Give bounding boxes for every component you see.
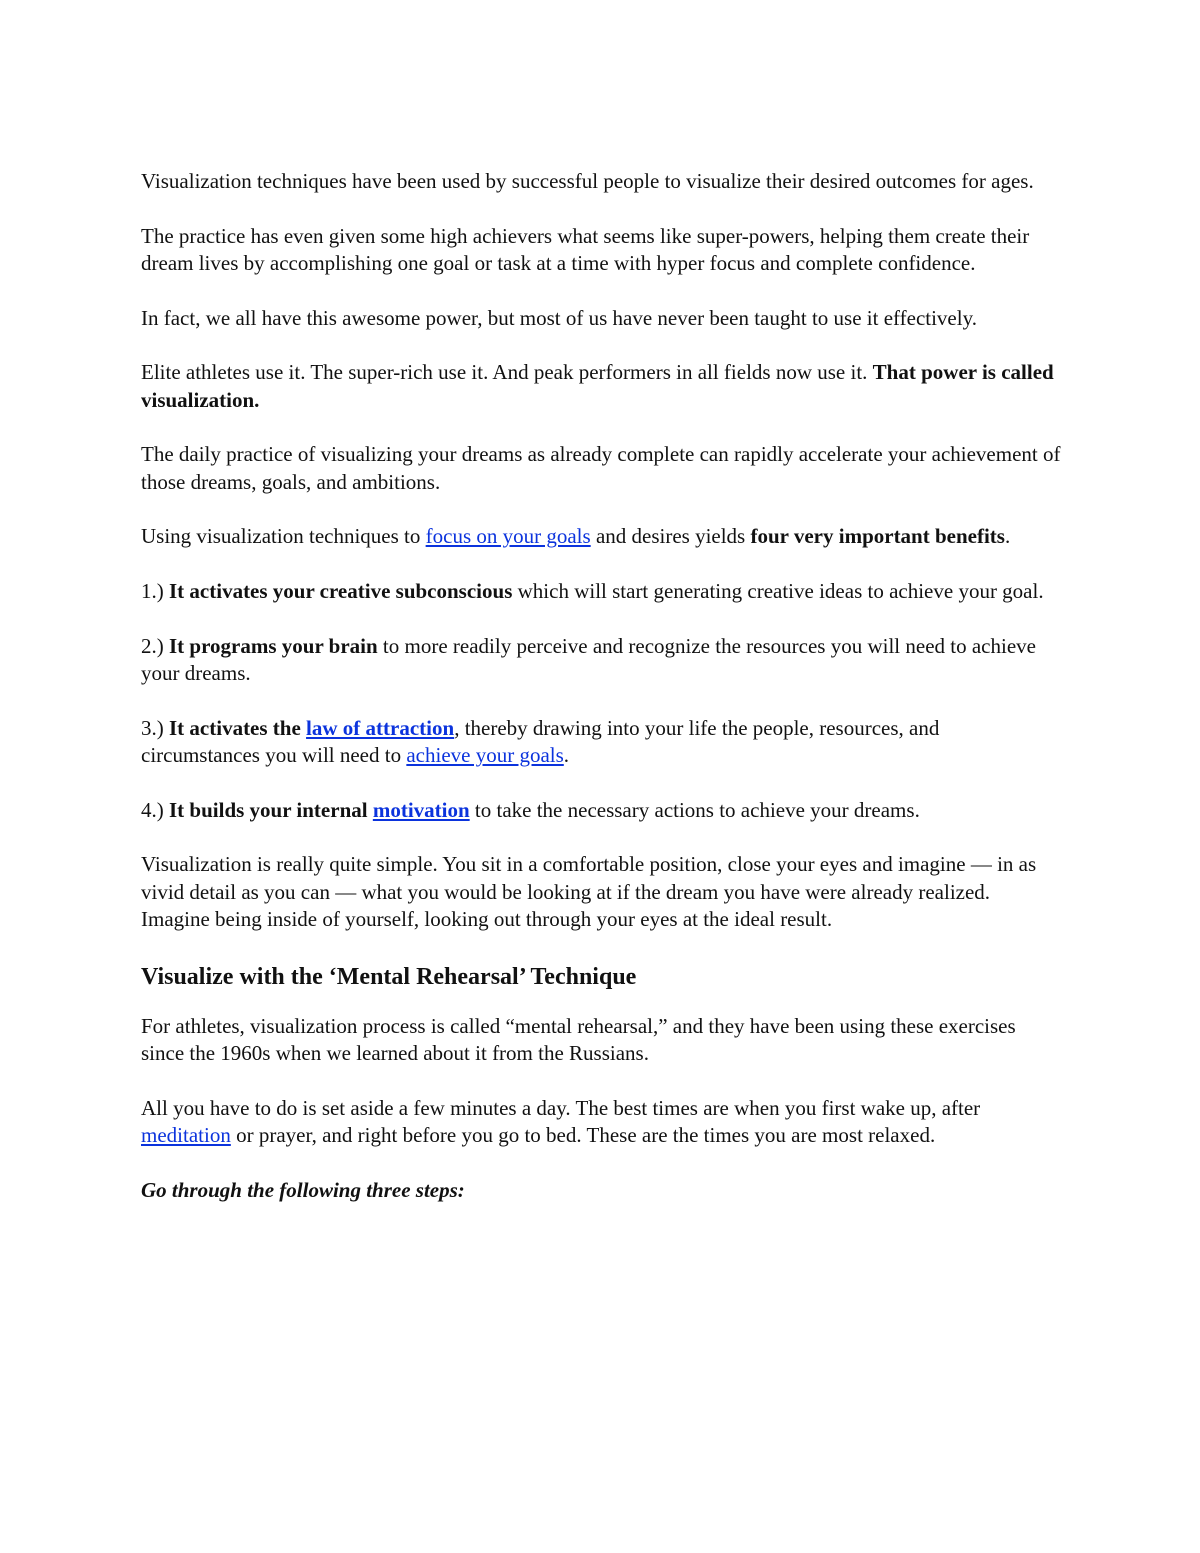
intro-paragraph: Visualization techniques have been used by successful people to visualize their desired outcomes for ages. — [141, 169, 1034, 193]
benefit-number: 1.) — [141, 579, 169, 604]
elite-athletes-text: Elite athletes use it. The super-rich use it. And peak performers in all fields now use it. — [141, 360, 873, 385]
benefit-text: to take the necessary actions to achieve your dreams. — [469, 797, 920, 822]
law-of-attraction-link[interactable]: law of attraction — [306, 715, 455, 740]
set-aside-end: or prayer, and right before you go to bed. These are the times you are most relaxed. — [230, 1122, 936, 1147]
visualization-definition: That power is called visualization. — [141, 360, 1054, 412]
benefits-intro-paragraph — [141, 523, 1061, 550]
meditation-link[interactable]: meditation — [141, 1122, 231, 1147]
three-steps-heading: Go through the following three steps: — [141, 1177, 465, 1202]
benefit-title: It programs your brain — [169, 633, 378, 658]
four-benefits-bold: four very important benefits — [750, 524, 1005, 549]
benefits-intro-mid: and desires yields — [590, 524, 751, 549]
benefit-number: 2.) — [141, 633, 169, 658]
benefit-number: 4.) — [141, 797, 169, 822]
set-aside-paragraph — [141, 1095, 1061, 1150]
benefit-title: It builds your internal — [169, 797, 373, 822]
focus-on-goals-link[interactable]: focus on your goals — [425, 524, 591, 549]
benefit-end: . — [563, 742, 570, 767]
super-powers-paragraph: The practice has even given some high achievers what seems like super-powers, helping them create their dream lives by accomplishing one goal or task at a time with hyper focus and complete confidence. — [141, 223, 1030, 275]
set-aside-text: All you have to do is set aside a few minutes a day. The best times are when you first wake up, after — [141, 1095, 981, 1120]
benefit-number: 3.) — [141, 715, 169, 740]
document-page — [141, 168, 1061, 1231]
motivation-link[interactable]: motivation — [372, 797, 470, 822]
benefit-item-2 — [141, 633, 1061, 688]
benefit-item-3 — [141, 715, 1061, 770]
mental-rehearsal-paragraph: For athletes, visualization process is called “mental rehearsal,” and they have been using these exercises since the 1960s when we learned about it from the Russians. — [141, 1013, 1016, 1065]
achieve-your-goals-link[interactable]: achieve your goals — [406, 742, 564, 767]
section-heading: Visualize with the ‘Mental Rehearsal’ Technique — [141, 963, 637, 990]
benefits-intro-text: Using visualization techniques to — [141, 524, 426, 549]
benefit-text: , thereby drawing into your life the people, resources, and circumstances you will need to — [141, 715, 940, 767]
elite-athletes-paragraph — [141, 359, 1061, 414]
benefits-intro-end: . — [1004, 524, 1011, 549]
benefit-text: which will start generating creative ideas to achieve your goal. — [512, 579, 1044, 604]
benefit-title: It activates your creative subconscious — [169, 579, 513, 604]
benefit-text: to more readily perceive and recognize the resources you will need to achieve your dreams. — [141, 633, 1036, 685]
benefit-item-1 — [141, 578, 1061, 605]
visualization-simple-paragraph: Visualization is really quite simple. You sit in a comfortable position, close your eyes and imagine — in as vivid detail as you can — what you would be looking at if the dream you have were already realized. Imagine being inside of yourself, looking out through your eyes at the ideal result. — [141, 852, 1037, 931]
benefit-title: It activates the — [169, 715, 307, 740]
awesome-power-paragraph: In fact, we all have this awesome power, but most of us have never been taught to use it effectively. — [141, 305, 977, 330]
daily-practice-paragraph: The daily practice of visualizing your dreams as already complete can rapidly accelerate your achievement of those dreams, goals, and ambitions. — [141, 442, 1061, 494]
benefit-item-4 — [141, 797, 1061, 824]
